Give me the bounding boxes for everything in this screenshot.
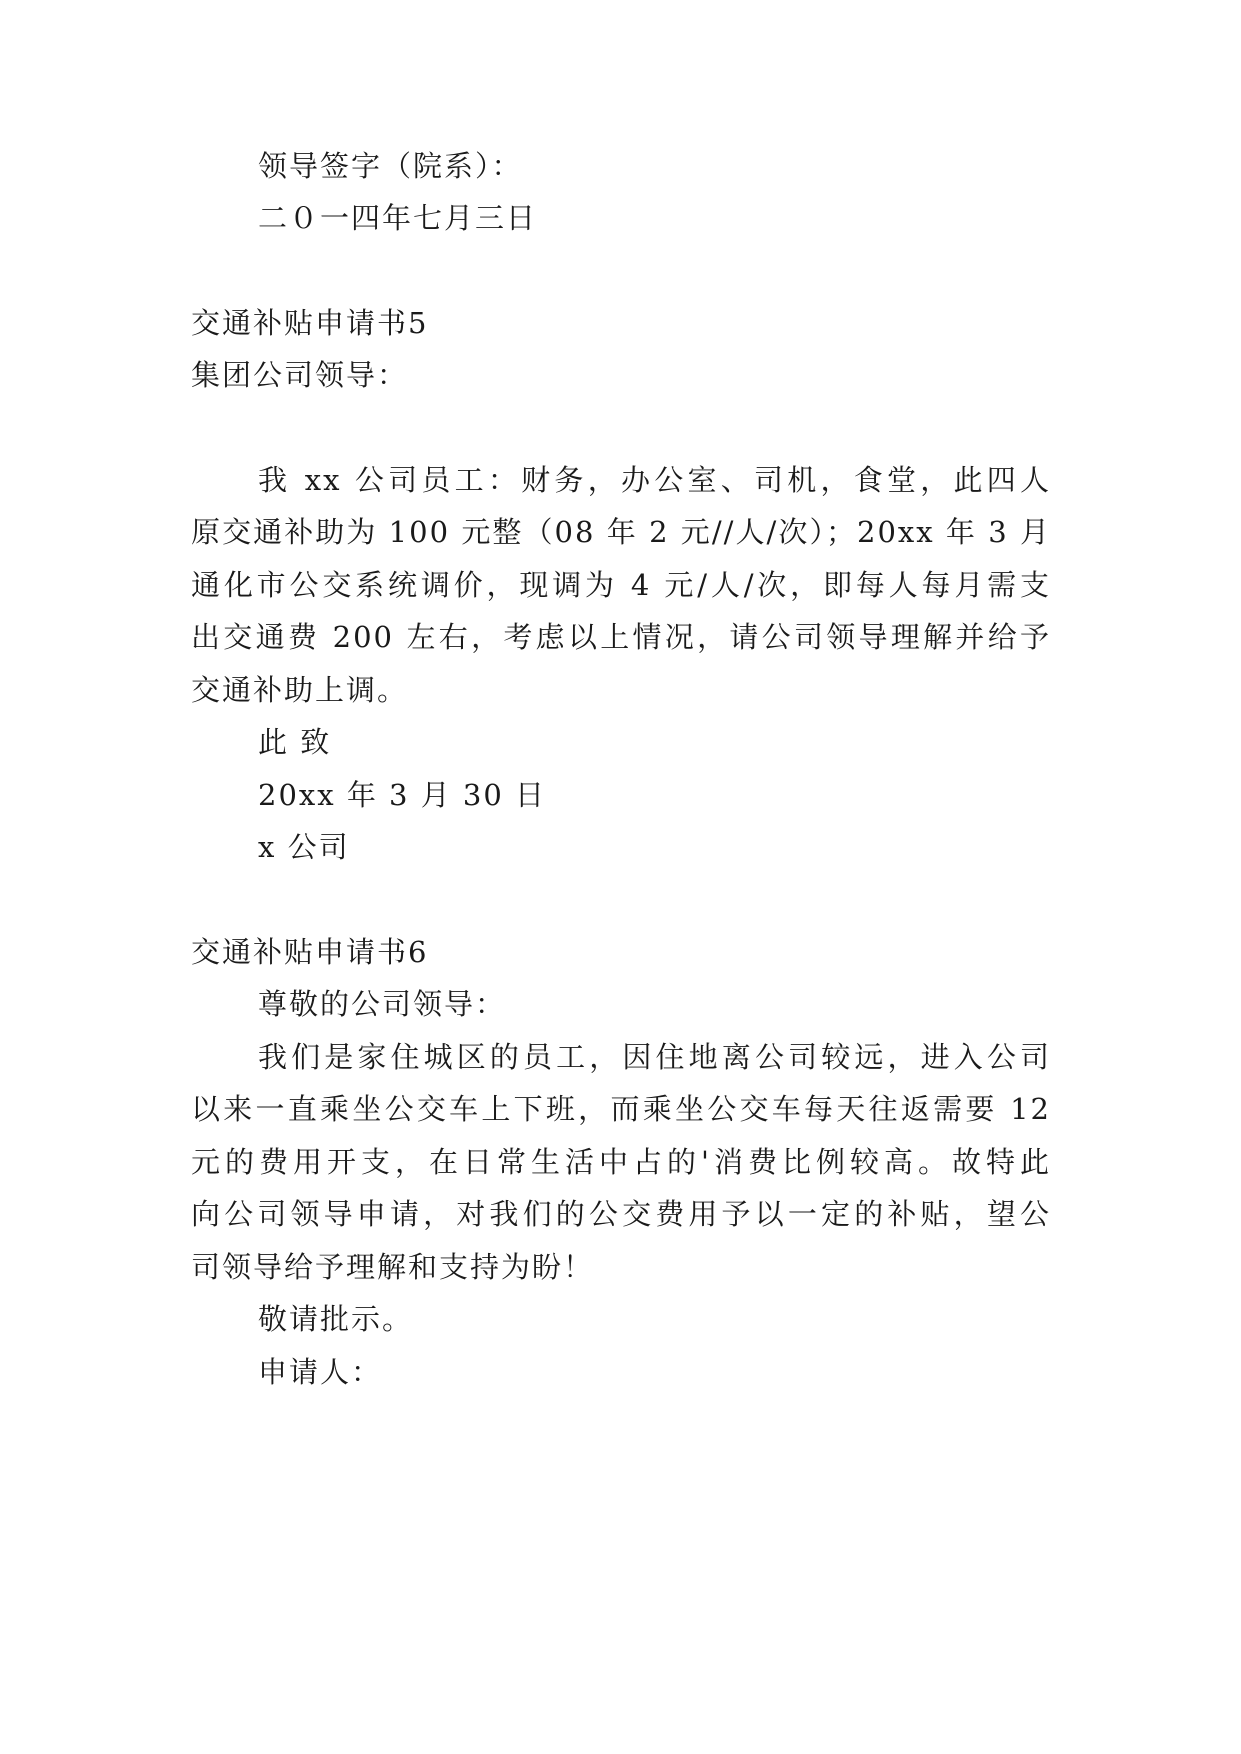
section5-title: 交通补贴申请书5: [191, 306, 429, 340]
section6-body-line: 向公司领导申请，对我们的公交费用予以一定的补贴，望公: [191, 1197, 1051, 1231]
section6-body-line: 司领导给予理解和支持为盼！: [191, 1250, 595, 1284]
section5-body-line: 我 xx 公司员工：财务，办公室、司机，食堂，此四人: [258, 463, 1051, 497]
section5-body-line: 原交通补助为 100 元整（08 年 2 元//人/次）；20xx 年 3 月: [191, 515, 1051, 549]
leader-signature-line: 领导签字（院系）：: [258, 149, 523, 183]
section5-salutation: 集团公司领导：: [191, 358, 409, 392]
section6-salutation: 尊敬的公司领导：: [258, 987, 507, 1021]
section5-date: 20xx 年 3 月 30 日: [258, 778, 547, 812]
section5-body-line: 通化市公交系统调价，现调为 4 元/人/次，即每人每月需支: [191, 568, 1051, 602]
section5-body-line: 出交通费 200 左右，考虑以上情况，请公司领导理解并给予: [191, 620, 1051, 654]
section5-body-line: 交通补助上调。: [191, 673, 409, 707]
section6-body-line: 以来一直乘坐公交车上下班，而乘坐公交车每天往返需要 12: [191, 1092, 1051, 1126]
section6-title: 交通补贴申请书6: [191, 935, 429, 969]
section6-applicant: 申请人：: [258, 1355, 383, 1389]
section6-body-line: 我们是家住城区的员工，因住地离公司较远，进入公司: [258, 1040, 1051, 1074]
section5-signer: x 公司: [258, 830, 350, 864]
section6-closing: 敬请批示。: [258, 1302, 414, 1336]
section6-body-line: 元的费用开支，在日常生活中占的'消费比例较高。故特此: [191, 1145, 1051, 1179]
section5-closing: 此 致: [258, 725, 332, 759]
date-line: 二０一四年七月三日: [258, 201, 538, 235]
